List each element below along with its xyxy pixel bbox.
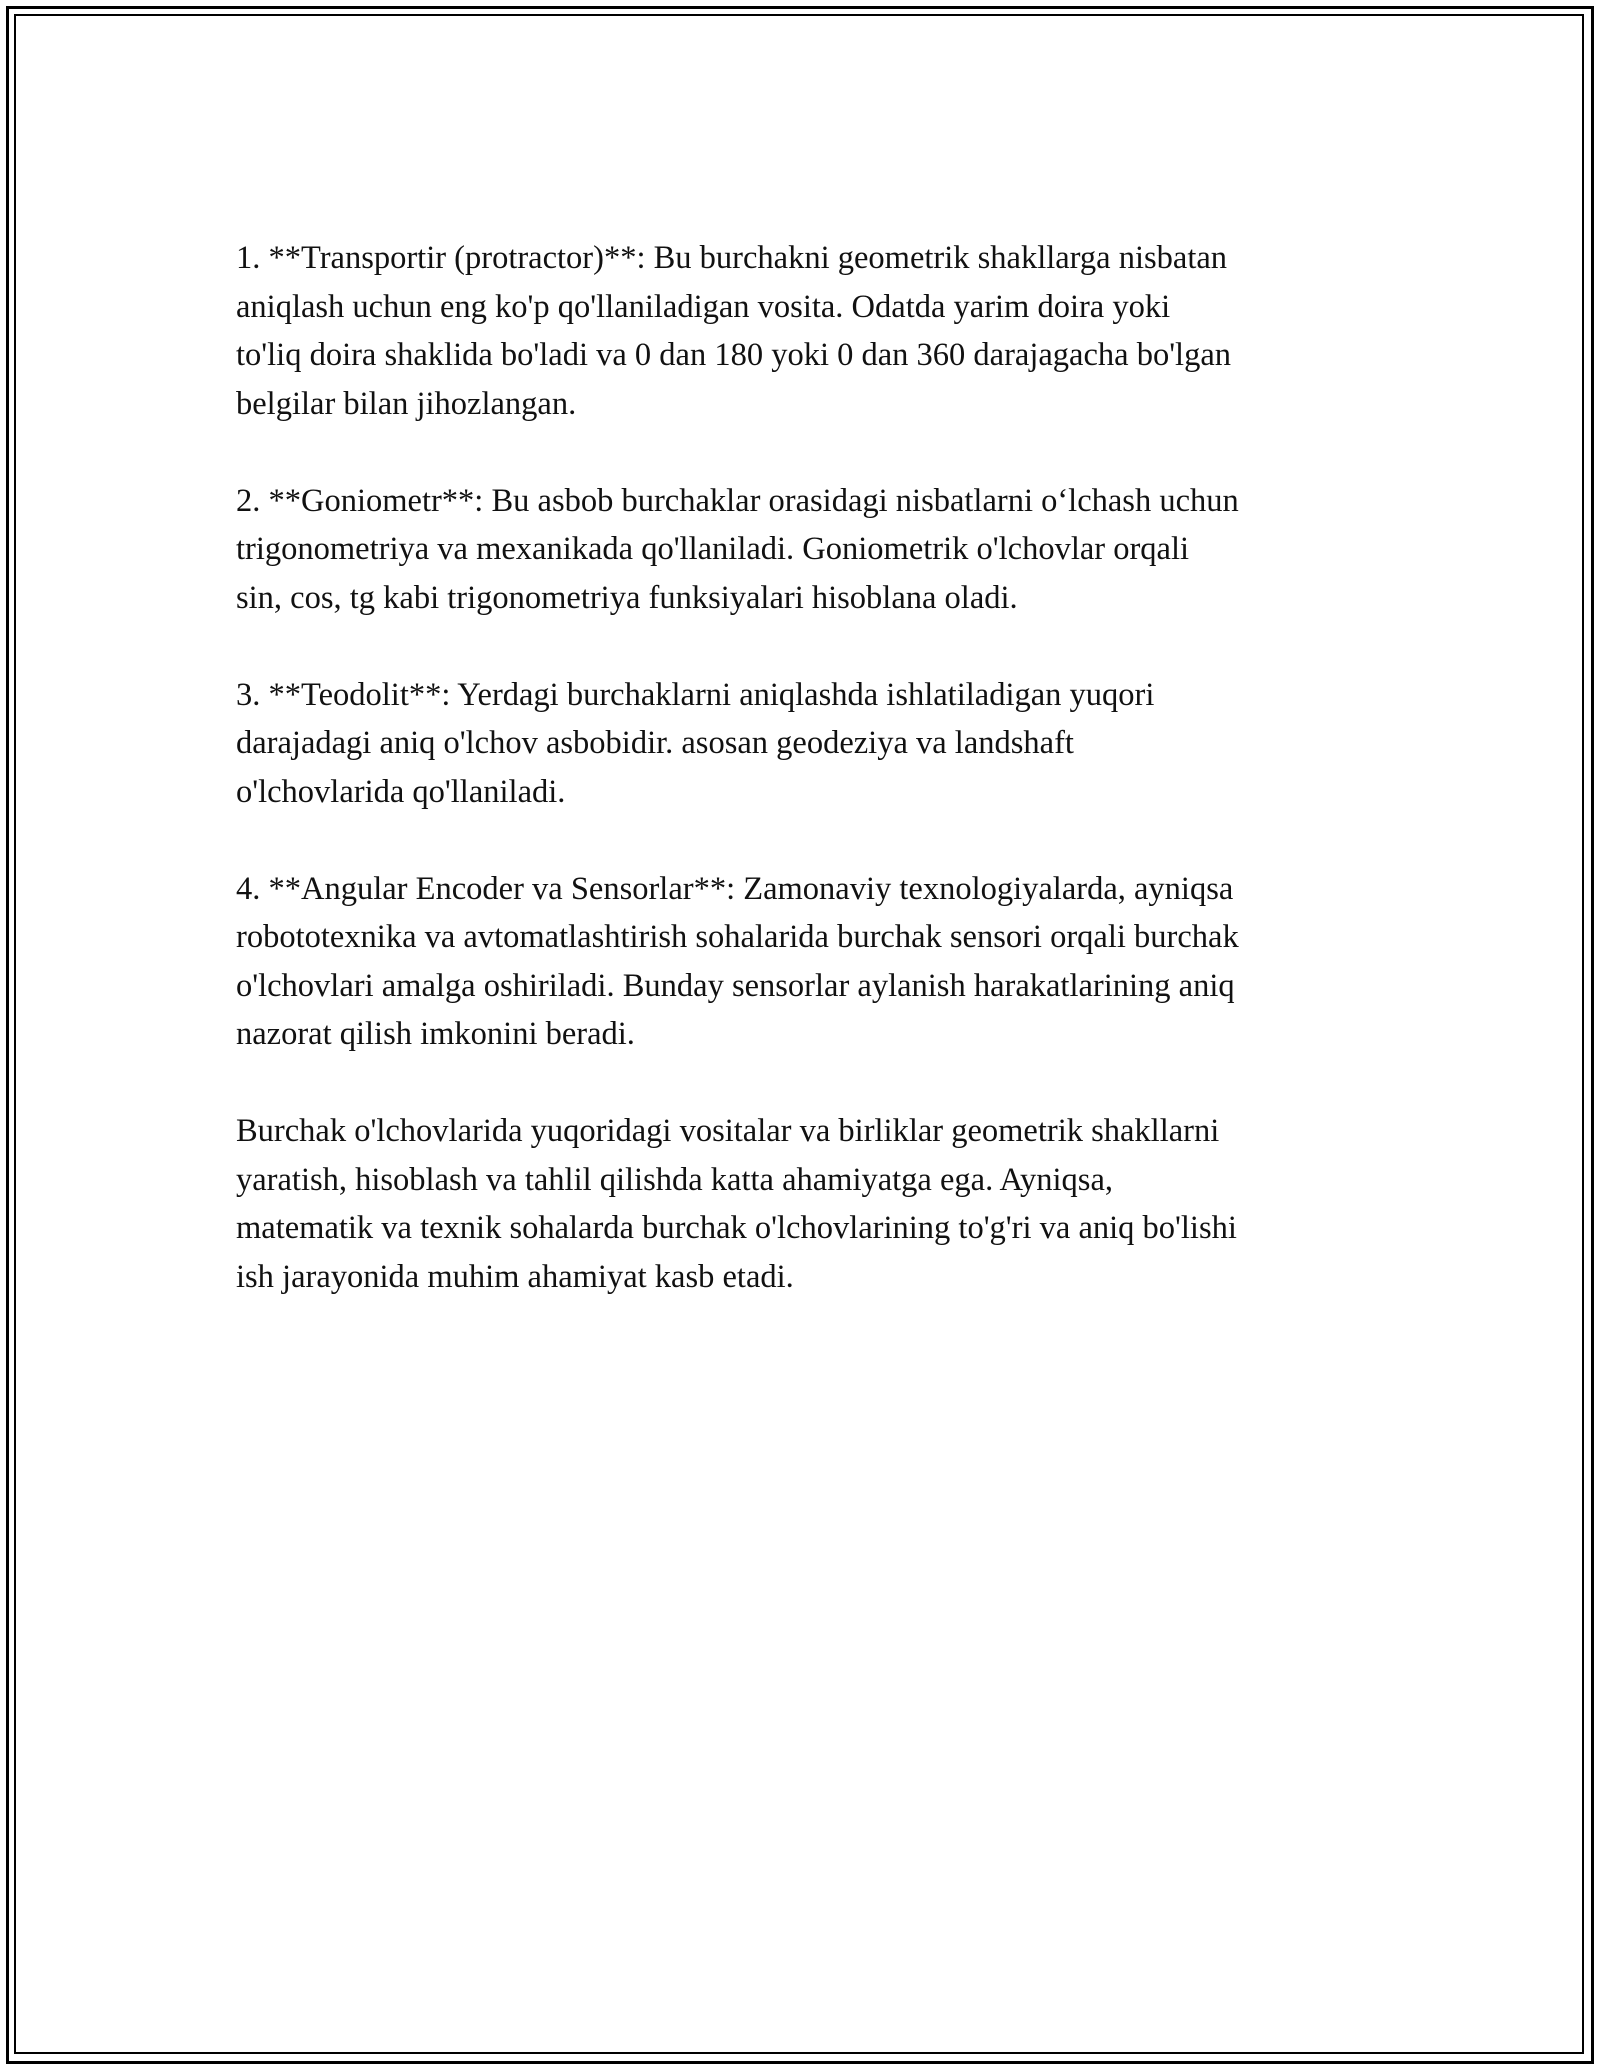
text-line: trigonometriya va mexanikada qo'llaniladi. Goniometrik o'lchovlar orqali [236,531,1190,567]
paragraph-conclusion [236,1107,1396,1301]
text-line: sin, cos, tg kabi trigonometriya funksiyalari hisoblana oladi. [236,579,1018,616]
text-line: 3. **Teodolit**: Yerdagi burchaklarni aniqlashda ishlatiladigan yuqori [236,676,1155,713]
text-line: ish jarayonida muhim ahamiyat kasb etadi. [236,1258,794,1295]
text-line: robototexnika va avtomatlashtirish sohalarida burchak sensori orqali burchak [236,919,1239,955]
paragraph-angular-encoder [236,865,1396,1059]
text-line: Burchak o'lchovlarida yuqoridagi vositalar va birliklar geometrik shakllarni [236,1113,1220,1149]
paragraph-goniometr [236,477,1396,623]
text-line: 4. **Angular Encoder va Sensorlar**: Zamonaviy texnologiyalarda, ayniqsa [236,870,1234,907]
text-line: 2. **Goniometr**: Bu asbob burchaklar orasidagi nisbatlarni o‘lchash uchun [236,482,1239,519]
text-line: darajadagi aniq o'lchov asbobidir. asosan geodeziya va landshaft [236,725,1074,761]
text-line: belgilar bilan jihozlangan. [236,385,577,422]
text-line: matematik va texnik sohalarda burchak o'lchovlarining to'g'ri va aniq bo'lishi [236,1210,1237,1246]
text-line: to'liq doira shaklida bo'ladi va 0 dan 180 yoki 0 dan 360 darajagacha bo'lgan [236,337,1232,373]
text-line: 1. **Transportir (protractor)**: Bu burchakni geometrik shakllarga nisbatan [236,240,1228,276]
text-line: aniqlash uchun eng ko'p qo'llaniladigan vosita. Odatda yarim doira yoki [236,288,1171,325]
text-line: o'lchovlari amalga oshiriladi. Bunday sensorlar aylanish harakatlarining aniq [236,967,1235,1004]
paragraph-transportir [236,234,1396,428]
text-line: nazorat qilish imkonini beradi. [236,1016,635,1052]
paragraph-teodolit [236,671,1396,817]
text-line: o'lchovlarida qo'llaniladi. [236,773,566,810]
text-line: yaratish, hisoblash va tahlil qilishda katta ahamiyatga ega. Ayniqsa, [236,1161,1114,1198]
document-body [236,234,1396,1350]
